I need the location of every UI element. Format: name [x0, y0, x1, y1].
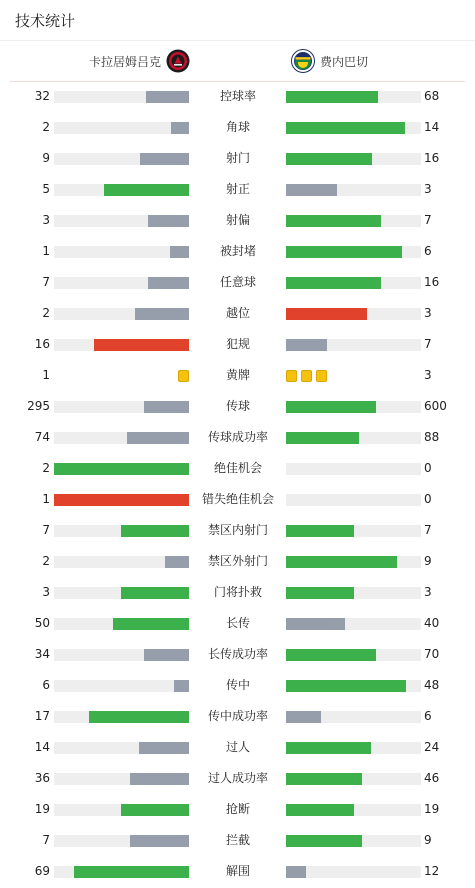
- away-value: 14: [424, 120, 440, 134]
- home-bar: [94, 339, 189, 351]
- home-bar-track: [54, 122, 189, 134]
- stat-label: 射门: [225, 151, 250, 165]
- yellow-card-icon: [316, 370, 327, 382]
- fenerbahce-crest-icon: [291, 49, 315, 73]
- stat-row: [0, 546, 475, 577]
- stat-label: 禁区外射门: [207, 554, 268, 568]
- karagumruk-crest-icon: [166, 49, 190, 73]
- away-bar: [286, 711, 321, 723]
- away-bar-track: [286, 742, 421, 754]
- away-bar: [286, 525, 354, 537]
- away-value: 9: [424, 833, 432, 847]
- home-bar-track: [54, 556, 189, 568]
- stat-row: [0, 298, 475, 329]
- home-value: 50: [34, 616, 50, 630]
- home-team[interactable]: [89, 49, 190, 73]
- stat-row: [0, 515, 475, 546]
- home-bar-track: [54, 308, 189, 320]
- home-bar: [174, 680, 189, 692]
- away-value: 7: [424, 337, 432, 351]
- stat-row: [0, 112, 475, 143]
- away-value: 46: [424, 771, 440, 785]
- away-bar: [286, 308, 367, 320]
- stat-row: [0, 639, 475, 670]
- away-value: 0: [424, 492, 432, 506]
- away-bar-track: [286, 122, 421, 134]
- home-value: 16: [34, 337, 50, 351]
- stat-label: 黄牌: [225, 368, 250, 382]
- stat-row: [0, 732, 475, 763]
- home-bar: [170, 246, 189, 258]
- away-value: 24: [424, 740, 440, 754]
- stat-label: 禁区内射门: [207, 523, 268, 537]
- away-bar-track: [286, 556, 421, 568]
- stat-label: 传中: [225, 678, 250, 692]
- away-bar: [286, 649, 376, 661]
- yellow-card-icon: [286, 370, 297, 382]
- away-bar: [286, 866, 306, 878]
- home-value: 34: [34, 647, 50, 661]
- away-bar: [286, 246, 402, 258]
- home-bar: [121, 804, 189, 816]
- stat-row: [0, 763, 475, 794]
- stat-label: 绝佳机会: [213, 461, 262, 475]
- away-value: 88: [424, 430, 440, 444]
- away-bar-track: [286, 649, 421, 661]
- away-bar-track: [286, 308, 421, 320]
- home-bar: [130, 773, 189, 785]
- home-bar-track: [54, 153, 189, 165]
- away-bar: [286, 432, 359, 444]
- stat-row: [0, 825, 475, 856]
- stat-row: [0, 422, 475, 453]
- away-value: 16: [424, 151, 440, 165]
- home-value: 7: [42, 523, 50, 537]
- stat-label: 角球: [225, 120, 250, 134]
- away-bar-track: [286, 277, 421, 289]
- away-bar: [286, 835, 362, 847]
- stat-label: 过人成功率: [207, 771, 268, 785]
- stat-label: 犯规: [225, 337, 250, 351]
- teams-header: [0, 41, 475, 81]
- stat-label: 越位: [225, 306, 250, 320]
- away-bar-track: [286, 618, 421, 630]
- page-title: 技术统计: [15, 12, 76, 30]
- stat-row: [0, 329, 475, 360]
- home-value: 9: [42, 151, 50, 165]
- home-bar-track: [54, 432, 189, 444]
- home-value: 32: [34, 89, 50, 103]
- away-value: 3: [424, 306, 432, 320]
- stat-label: 被封堵: [219, 244, 256, 258]
- home-bar-track: [54, 773, 189, 785]
- home-value: 2: [42, 306, 50, 320]
- home-bar-track: [54, 463, 189, 475]
- home-bar: [148, 277, 189, 289]
- stat-label: 控球率: [219, 89, 256, 103]
- away-bar-track: [286, 432, 421, 444]
- home-bar-track: [54, 246, 189, 258]
- home-bar: [113, 618, 189, 630]
- away-bar-track: [286, 587, 421, 599]
- home-value: 2: [42, 554, 50, 568]
- away-bar-track: [286, 184, 421, 196]
- home-bar: [54, 463, 189, 475]
- away-value: 19: [424, 802, 440, 816]
- home-bar: [144, 401, 189, 413]
- home-bar-track: [54, 339, 189, 351]
- home-bar-track: [54, 277, 189, 289]
- home-bar: [127, 432, 189, 444]
- home-bar-track: [54, 215, 189, 227]
- home-team-name: 卡拉居姆吕克: [88, 54, 161, 69]
- home-value: 7: [42, 833, 50, 847]
- stat-row: [0, 670, 475, 701]
- home-value: 14: [34, 740, 50, 754]
- stat-row: [0, 608, 475, 639]
- away-bar: [286, 122, 405, 134]
- home-bar: [135, 308, 189, 320]
- home-value: 36: [34, 771, 50, 785]
- home-bar-track: [54, 587, 189, 599]
- home-bar: [54, 494, 189, 506]
- away-bar-track: [286, 401, 421, 413]
- home-bar-track: [54, 494, 189, 506]
- away-bar-track: [286, 91, 421, 103]
- away-bar-track: [286, 153, 421, 165]
- stat-label: 射正: [225, 182, 250, 196]
- home-bar-track: [54, 804, 189, 816]
- home-bar-track: [54, 866, 189, 878]
- away-value: 16: [424, 275, 440, 289]
- away-bar-track: [286, 835, 421, 847]
- away-bar: [286, 339, 327, 351]
- away-bar-track: [286, 215, 421, 227]
- away-bar: [286, 215, 381, 227]
- away-bar-track: [286, 711, 421, 723]
- home-value: 17: [34, 709, 50, 723]
- home-bar-track: [54, 742, 189, 754]
- away-bar: [286, 587, 354, 599]
- home-bar: [121, 587, 189, 599]
- stat-row: [0, 453, 475, 484]
- away-value: 12: [424, 864, 440, 878]
- home-bar: [74, 866, 189, 878]
- away-value: 3: [424, 368, 432, 382]
- away-bar: [286, 91, 378, 103]
- home-bar-track: [54, 91, 189, 103]
- away-value: 7: [424, 523, 432, 537]
- stat-label: 拦截: [225, 833, 250, 847]
- away-value: 6: [424, 244, 432, 258]
- stat-row: [0, 577, 475, 608]
- header: [0, 0, 475, 41]
- home-value: 295: [27, 399, 50, 413]
- home-value: 1: [42, 244, 50, 258]
- away-value: 6: [424, 709, 432, 723]
- away-value: 68: [424, 89, 440, 103]
- stat-label: 长传: [225, 616, 250, 630]
- away-bar-track: [286, 246, 421, 258]
- home-value: 7: [42, 275, 50, 289]
- away-bar-track: [286, 339, 421, 351]
- home-value: 3: [42, 585, 50, 599]
- away-bar: [286, 184, 337, 196]
- away-bar-track: [286, 773, 421, 785]
- home-value: 69: [34, 864, 50, 878]
- away-value: 48: [424, 678, 440, 692]
- stat-label: 过人: [225, 740, 250, 754]
- away-bar-track: [286, 680, 421, 692]
- home-value: 19: [34, 802, 50, 816]
- away-value: 3: [424, 182, 432, 196]
- away-bar: [286, 680, 406, 692]
- away-bar-track: [286, 866, 421, 878]
- away-bar: [286, 742, 371, 754]
- home-bar-track: [54, 184, 189, 196]
- stat-label: 长传成功率: [207, 647, 268, 661]
- stat-label: 传球: [225, 399, 250, 413]
- stat-label: 抢断: [225, 802, 250, 816]
- home-bar: [139, 742, 189, 754]
- home-value: 6: [42, 678, 50, 692]
- stat-label: 解围: [225, 864, 250, 878]
- home-bar: [140, 153, 189, 165]
- home-bar: [130, 835, 189, 847]
- away-bar: [286, 277, 381, 289]
- stat-row: [0, 174, 475, 205]
- stat-row: [0, 205, 475, 236]
- home-bar-track: [54, 835, 189, 847]
- away-value: 70: [424, 647, 440, 661]
- home-bar-track: [54, 649, 189, 661]
- stat-row: [0, 391, 475, 422]
- away-value: 0: [424, 461, 432, 475]
- home-bar: [165, 556, 189, 568]
- away-team[interactable]: [291, 49, 368, 73]
- away-bar-track: [286, 525, 421, 537]
- away-team-name: 费内巴切: [320, 54, 369, 69]
- home-bar-track: [54, 711, 189, 723]
- stat-label: 射偏: [225, 213, 250, 227]
- stat-row: [0, 794, 475, 825]
- away-yellow-cards: [286, 370, 327, 382]
- away-bar: [286, 773, 362, 785]
- stat-row: [0, 856, 475, 887]
- home-bar: [148, 215, 189, 227]
- home-bar: [144, 649, 189, 661]
- yellow-card-icon: [178, 370, 189, 382]
- home-bar: [89, 711, 189, 723]
- stat-row: [0, 236, 475, 267]
- stat-label: 传球成功率: [207, 430, 268, 444]
- home-value: 74: [34, 430, 50, 444]
- home-value: 5: [42, 182, 50, 196]
- home-bar: [121, 525, 189, 537]
- home-bar-track: [54, 401, 189, 413]
- away-value: 40: [424, 616, 440, 630]
- home-bar-track: [54, 618, 189, 630]
- stat-row: [0, 143, 475, 174]
- stat-label: 门将扑救: [213, 585, 262, 599]
- stat-row: [0, 267, 475, 298]
- home-bar-track: [54, 680, 189, 692]
- stat-label: 传中成功率: [207, 709, 268, 723]
- away-value: 600: [424, 399, 447, 413]
- away-bar: [286, 618, 345, 630]
- away-bar-track: [286, 804, 421, 816]
- away-value: 7: [424, 213, 432, 227]
- home-value: 3: [42, 213, 50, 227]
- away-value: 9: [424, 554, 432, 568]
- home-yellow-cards: [178, 370, 189, 382]
- stat-row: [0, 484, 475, 515]
- home-bar: [171, 122, 189, 134]
- away-bar-track: [286, 494, 421, 506]
- stat-row: [0, 81, 475, 112]
- away-bar: [286, 401, 376, 413]
- home-bar-track: [54, 525, 189, 537]
- away-value: 3: [424, 585, 432, 599]
- home-value: 1: [42, 492, 50, 506]
- away-bar: [286, 153, 372, 165]
- away-bar: [286, 804, 354, 816]
- home-bar: [104, 184, 189, 196]
- home-value: 1: [42, 368, 50, 382]
- stat-row: [0, 360, 475, 391]
- away-bar: [286, 556, 397, 568]
- home-value: 2: [42, 120, 50, 134]
- stat-label: 任意球: [219, 275, 256, 289]
- stat-row: [0, 701, 475, 732]
- home-value: 2: [42, 461, 50, 475]
- yellow-card-icon: [301, 370, 312, 382]
- away-bar-track: [286, 463, 421, 475]
- stat-label: 错失绝佳机会: [201, 492, 274, 506]
- home-bar: [146, 91, 189, 103]
